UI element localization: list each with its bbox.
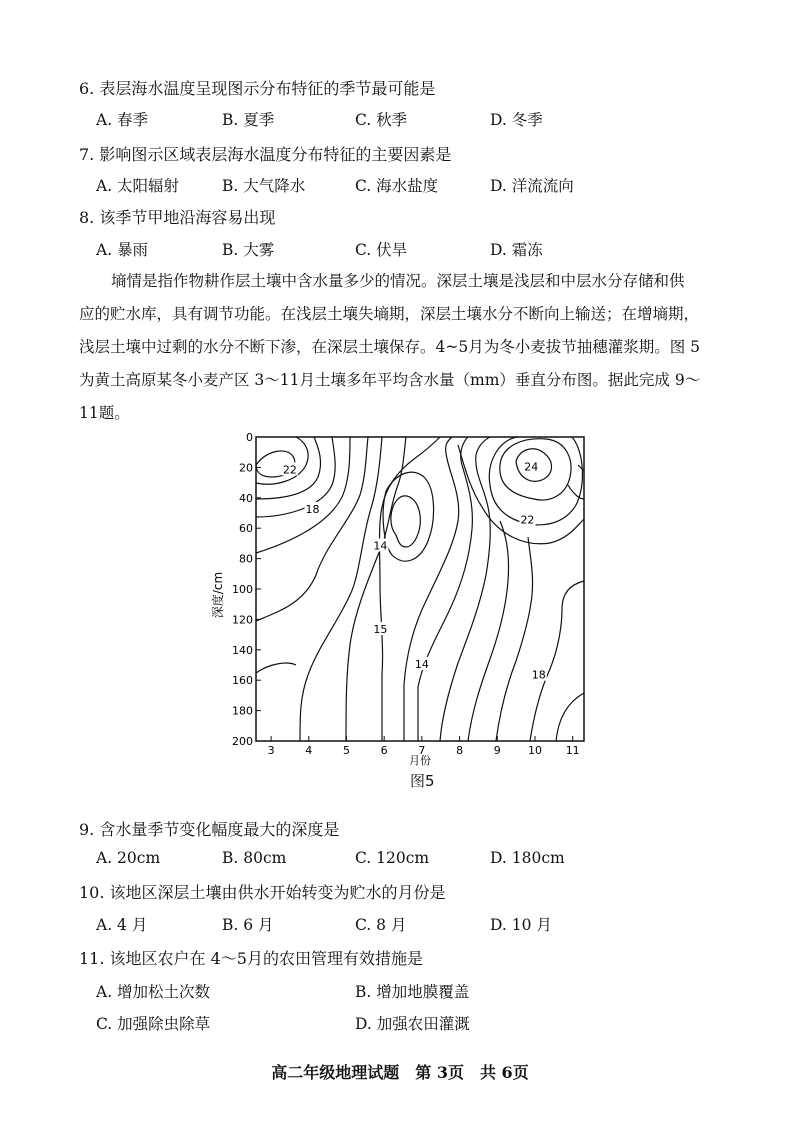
passage-line: 为黄土高原某冬小麦产区 3～11月土壤多年平均含水量（mm）垂直分布图。据此完成 9～ [79, 371, 701, 389]
q11-option-c[interactable]: C. 加强除虫除草 [96, 1015, 211, 1033]
passage-line: 11题。 [79, 404, 130, 422]
q6-option-a[interactable]: A. 春季 [96, 111, 149, 129]
x-tick-label: 5 [342, 744, 350, 757]
q7-option-a[interactable]: A. 太阳辐射 [96, 177, 180, 195]
contour-value-label: 18 [305, 502, 320, 516]
q6-option-b[interactable]: B. 夏季 [222, 111, 275, 129]
contour-value-label: 14 [414, 658, 429, 671]
q7-option-b[interactable]: B. 大气降水 [222, 177, 306, 195]
question-10-stem: 10. 该地区深层土壤由供水开始转变为贮水的月份是 [79, 883, 446, 902]
x-tick-label: 4 [305, 744, 313, 757]
y-tick-label: 20 [239, 461, 253, 475]
q11-option-a[interactable]: A. 增加松土次数 [96, 983, 211, 1001]
q7-option-c[interactable]: C. 海水盐度 [355, 177, 439, 195]
q11-option-b[interactable]: B. 增加地膜覆盖 [355, 983, 470, 1001]
q10-option-c[interactable]: C. 8 月 [355, 916, 407, 934]
x-axis-label: 月份 [409, 754, 431, 767]
x-tick-label: 7 [418, 744, 426, 757]
contour-value-label: 22 [520, 513, 535, 527]
q8-option-b[interactable]: B. 大雾 [222, 241, 275, 259]
contour-value-label: 18 [531, 668, 546, 682]
passage-line: 浅层土壤中过剩的水分不断下渗，在深层土壤保存。4~5月为冬小麦拔节抽穗灌浆期。图 5 [79, 338, 701, 356]
x-tick-label: 8 [456, 744, 464, 757]
q6-option-d[interactable]: D. 冬季 [490, 111, 543, 129]
contour-value-label: 22 [282, 463, 297, 477]
figure-caption: 图5 [410, 772, 435, 790]
question-6-stem: 6. 表层海水温度呈现图示分布特征的季节最可能是 [79, 79, 436, 98]
q9-option-a[interactable]: A. 20cm [96, 849, 161, 867]
question-9-stem: 9. 含水量季节变化幅度最大的深度是 [79, 820, 340, 839]
q8-option-c[interactable]: C. 伏旱 [355, 241, 408, 259]
q6-option-c[interactable]: C. 秋季 [355, 111, 408, 129]
y-tick-label: 180 [232, 704, 253, 718]
q8-option-a[interactable]: A. 暴雨 [96, 241, 149, 259]
q10-option-a[interactable]: A. 4 月 [96, 916, 148, 934]
question-11-stem: 11. 该地区农户在 4～5月的农田管理有效措施是 [79, 949, 423, 968]
y-tick-label: 100 [232, 583, 253, 596]
x-tick-label: 9 [493, 744, 501, 757]
y-tick-label: 160 [232, 674, 253, 688]
q10-option-d[interactable]: D. 10 月 [490, 916, 552, 934]
q10-option-b[interactable]: B. 6 月 [222, 916, 274, 934]
y-tick-label: 40 [239, 491, 253, 505]
contour-value-label: 24 [524, 460, 539, 474]
y-tick-label: 80 [239, 552, 253, 566]
passage-line: 应的贮水库，具有调节功能。在浅层土壤失墒期，深层土壤水分不断向上输送；在增墒期， [79, 305, 700, 323]
question-8-stem: 8. 该季节甲地沿海容易出现 [79, 208, 276, 227]
y-tick-label: 0 [246, 431, 253, 444]
y-tick-label: 60 [239, 522, 253, 536]
soil-moisture-contour-chart [200, 425, 600, 770]
contour-value-label: 14 [373, 539, 388, 553]
page-footer: 高二年级地理试题 第 3页 共 6页 [271, 1063, 529, 1082]
x-tick-label: 11 [565, 744, 580, 757]
y-tick-label: 120 [232, 613, 253, 627]
y-tick-label: 140 [232, 643, 253, 657]
q9-option-c[interactable]: C. 120cm [355, 849, 430, 867]
y-axis-label: 深度/cm [211, 571, 225, 619]
y-tick-label: 200 [232, 735, 253, 748]
q7-option-d[interactable]: D. 洋流流向 [490, 177, 574, 195]
q8-option-d[interactable]: D. 霜冻 [490, 241, 543, 259]
x-tick-label: 6 [380, 744, 388, 757]
q11-option-d[interactable]: D. 加强农田灌溉 [355, 1015, 470, 1033]
passage-line: 墒情是指作物耕作层土壤中含水量多少的情况。深层土壤是浅层和中层水分存储和供 [111, 272, 685, 290]
x-tick-label: 3 [267, 744, 275, 757]
x-tick-label: 10 [527, 744, 542, 757]
reading-passage [79, 265, 719, 430]
q9-option-b[interactable]: B. 80cm [222, 849, 287, 867]
plot-frame [256, 437, 584, 741]
q9-option-d[interactable]: D. 180cm [490, 849, 565, 867]
question-7-stem: 7. 影响图示区域表层海水温度分布特征的主要因素是 [79, 145, 452, 164]
contour-value-label: 15 [373, 623, 388, 637]
